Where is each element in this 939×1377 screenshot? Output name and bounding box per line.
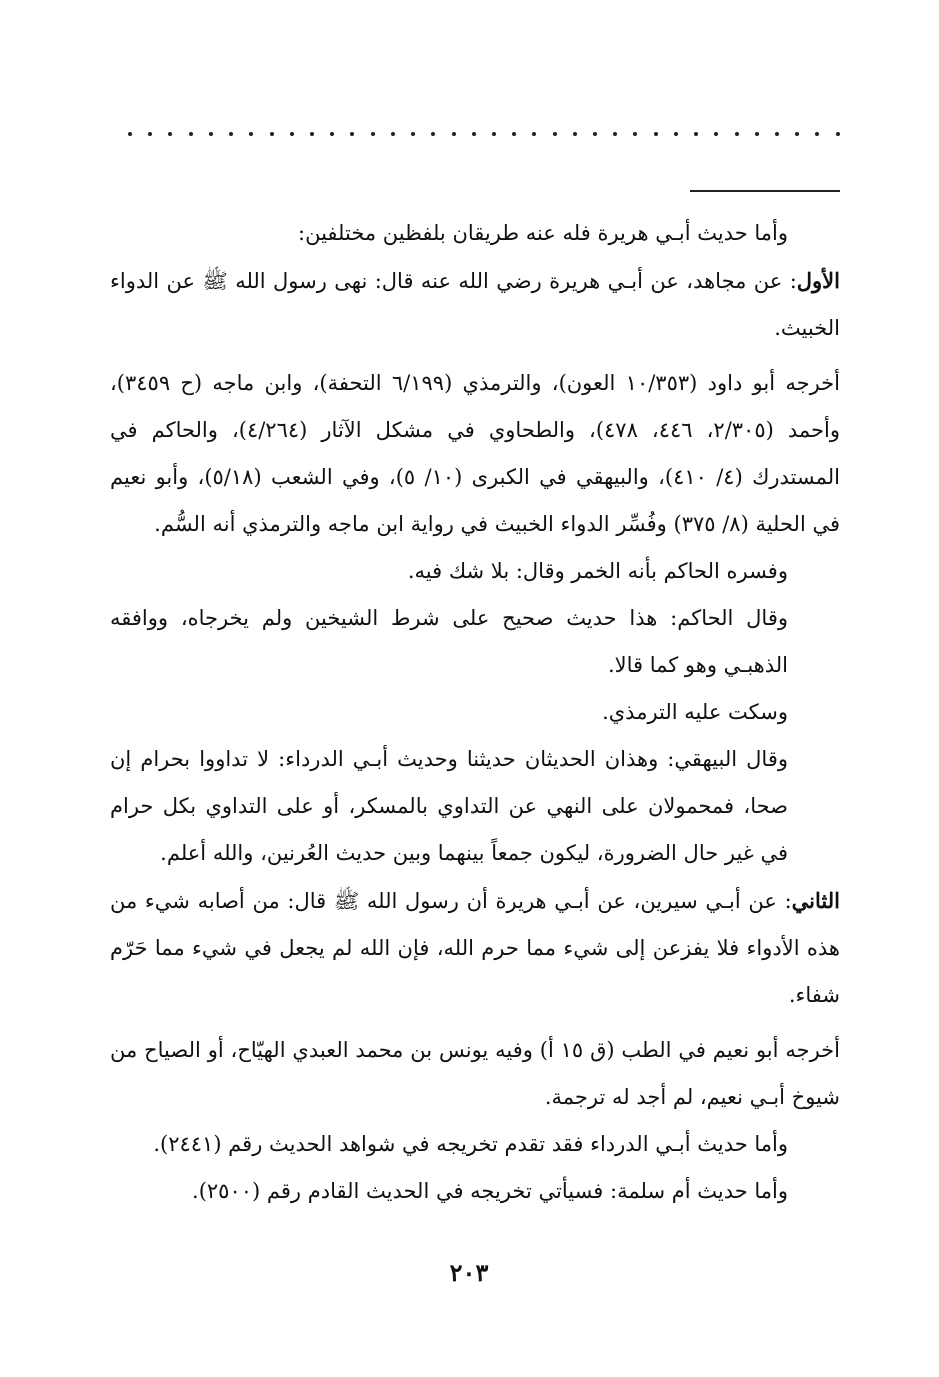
paragraph-abu-darda-reference: وأما حديث أبـي الدرداء فقد تقدم تخريجه في شواهد الحديث رقم (٢٤٤١).	[153, 1132, 788, 1156]
separator-dot	[350, 132, 354, 136]
separator-dot	[836, 132, 840, 136]
paragraph-first-route	[110, 257, 840, 352]
separator-dot	[128, 132, 132, 136]
separator-dot	[189, 132, 193, 136]
separator-dot	[229, 132, 233, 136]
separator-dot	[674, 132, 678, 136]
separator-dot	[209, 132, 213, 136]
separator-dot	[553, 132, 557, 136]
paragraph-abu-hurayra-intro: وأما حديث أبـي هريرة فله عنه طريقان بلفظين مختلفين:	[298, 221, 788, 245]
separator-dot	[512, 132, 516, 136]
separator-dot	[694, 132, 698, 136]
separator-dot	[452, 132, 456, 136]
second-route-text: : عن أبـي سيرين، عن أبـي هريرة أن رسول الله ﷺ قال: من أصابه شيء من هذه الأدواء فلا يفزعن إلى شيء مما حرم الله، فإن الله لم يجعل في شيء مما حَرّم شفاء.	[110, 889, 840, 1007]
first-route-label: الأول	[796, 268, 840, 293]
separator-dot	[633, 132, 637, 136]
paragraph-takhrij-second: أخرجه أبو نعيم في الطب (ق ١٥ أ) وفيه يونس بن محمد العبدي الهيّاح، أو الصياح من شيوخ أبـي نعيم، لم أجد له ترجمة.	[110, 1038, 840, 1109]
separator-dot	[795, 132, 799, 136]
first-route-text: : عن مجاهد، عن أبـي هريرة رضي الله عنه قال: نهى رسول الله ﷺ عن الدواء الخبيث.	[110, 269, 840, 340]
separator-dot	[371, 132, 375, 136]
separator-dot	[290, 132, 294, 136]
paragraph-bayhaqi-comment: وقال البيهقي: وهذان الحديثان حديثنا وحديث أبـي الدرداء: لا تداووا بحرام إن صحا، فمحمولان على النهي عن التداوي بالمسكر، أو على التداوي بكل حرام في غير حال الضرورة، ليكون جمعاً بينهما وبين حديث العُرنين، والله أعلم.	[110, 747, 788, 865]
paragraph-hakim-tafsir: وفسره الحاكم بأنه الخمر وقال: بلا شك فيه.	[407, 559, 788, 583]
paragraph-tirmidhi-silence: وسكت عليه الترمذي.	[602, 700, 788, 724]
footnote-rule	[690, 190, 840, 192]
paragraph-takhrij-first: أخرجه أبو داود (١٠/٣٥٣ العون)، والترمذي (٦/١٩٩ التحفة)، وابن ماجه (ح ٣٤٥٩)، وأحمد (٢/٣٠٥، ٤٤٦، ٤٧٨)، والطحاوي في مشكل الآثار (٤/٢٦٤)، والحاكم في المستدرك (٤/ ٤١٠)، والبيهقي في الكبرى (١٠/ ٥)، وفي الشعب (٥/١٨)، وأبو نعيم في الحلية (٨/ ٣٧٥) وفُسِّر الدواء الخبيث في رواية ابن ماجه والترمذي أنه السُّم.	[110, 371, 841, 536]
paragraph-second-route	[110, 877, 840, 1019]
separator-dot	[148, 132, 152, 136]
separator-dot	[654, 132, 658, 136]
separator-dot	[573, 132, 577, 136]
page-number: ٢٠٣	[449, 1258, 489, 1287]
separator-dot	[492, 132, 496, 136]
footnote-text-block	[110, 210, 840, 1215]
separator-dot	[472, 132, 476, 136]
separator-dot	[613, 132, 617, 136]
separator-dot	[270, 132, 274, 136]
separator-dot	[714, 132, 718, 136]
separator-dot	[411, 132, 415, 136]
separator-dot	[532, 132, 536, 136]
dotted-separator	[128, 128, 840, 140]
separator-dot	[431, 132, 435, 136]
separator-dot	[310, 132, 314, 136]
separator-dot	[755, 132, 759, 136]
paragraph-umm-salama-reference: وأما حديث أم سلمة: فسيأتي تخريجه في الحديث القادم رقم (٢٥٠٠).	[192, 1179, 788, 1203]
separator-dot	[168, 132, 172, 136]
separator-dot	[391, 132, 395, 136]
separator-dot	[249, 132, 253, 136]
separator-dot	[775, 132, 779, 136]
separator-dot	[735, 132, 739, 136]
paragraph-hakim-grading: وقال الحاكم: هذا حديث صحيح على شرط الشيخين ولم يخرجاه، ووافقه الذهبـي وهو كما قالا.	[110, 606, 788, 677]
separator-dot	[330, 132, 334, 136]
separator-dot	[815, 132, 819, 136]
separator-dot	[593, 132, 597, 136]
second-route-label: الثاني	[791, 888, 840, 913]
